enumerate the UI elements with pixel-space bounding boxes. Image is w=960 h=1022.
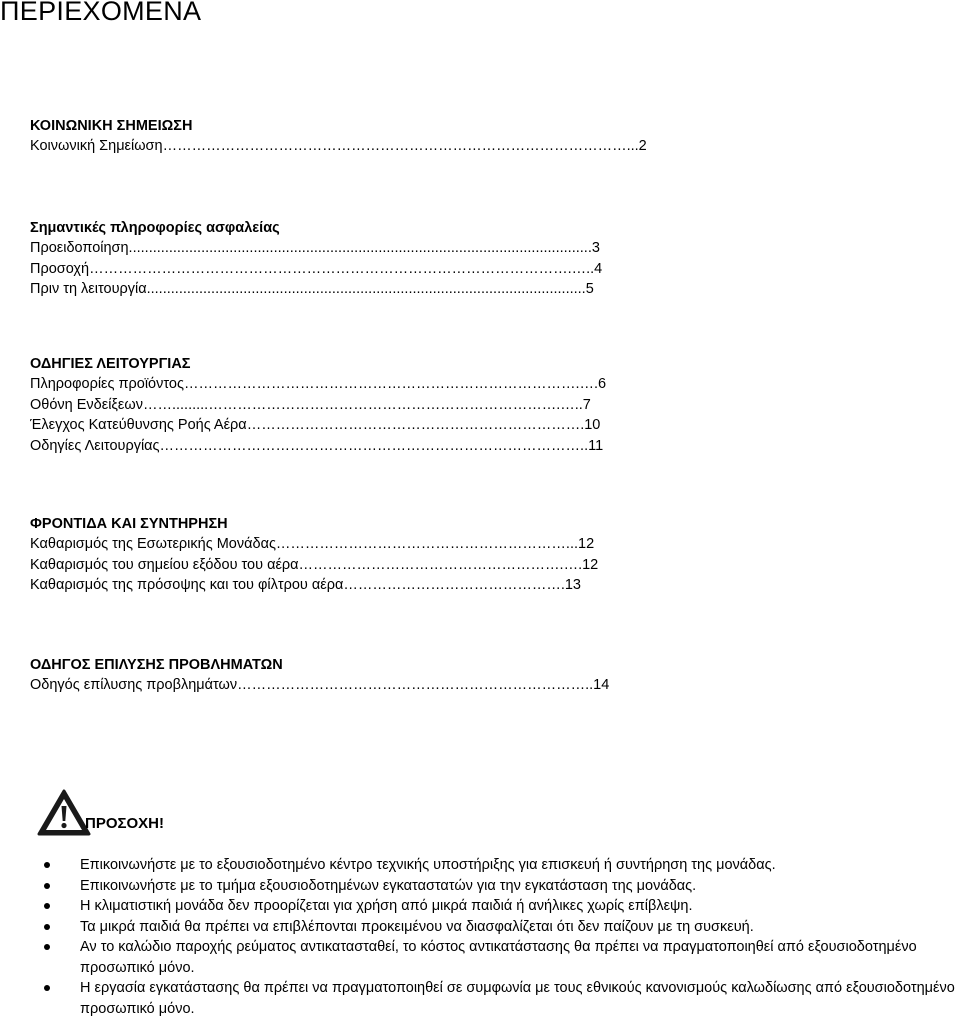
list-item <box>44 978 960 1019</box>
toc-entry: Πριν τη λειτουργία.............................................................................................................5 <box>30 281 594 297</box>
warning-triangle-icon <box>37 789 91 837</box>
toc-entry: Έλεγχος Κατεύθυνσης Ροής Αέρα…………………………………………………………….10 <box>30 417 601 433</box>
page-title: ΠΕΡΙΕΧΟΜΕΝΑ <box>0 0 202 26</box>
toc-section-heading: ΟΔΗΓΙΕΣ ΛΕΙΤΟΥΡΓΙΑΣ <box>30 356 191 372</box>
toc-section-safety-info <box>30 218 870 300</box>
toc-entry: Καθαρισμός της Εσωτερικής Μονάδας……………………………………………………...12 <box>30 536 595 552</box>
bullet-icon <box>44 862 50 868</box>
toc-entry: Καθαρισμός του σημείου εξόδου του αέρα……………………………………………….….12 <box>30 556 599 573</box>
toc-entry: Πληροφορίες προϊόντος……………………………………………………………………….….6 <box>30 376 607 392</box>
toc-section-heading: ΦΡΟΝΤΙΔΑ ΚΑΙ ΣΥΝΤΗΡΗΣΗ <box>30 516 228 532</box>
bullet-icon <box>44 944 50 950</box>
bullet-icon <box>44 985 50 991</box>
toc-entry: Κοινωνική Σημείωση……………………………………………………………………………………...2 <box>30 138 647 154</box>
list-item-text: Η εργασία εγκατάστασης θα πρέπει να πραγματοποιηθεί σε συμφωνία με τους εθνικούς κανονισμούς καλωδίωσης από εξουσιοδοτημένο προσωπικό μόνο. <box>80 980 955 1017</box>
bullet-icon <box>44 883 50 889</box>
list-item <box>44 876 960 897</box>
toc-section-heading: Σημαντικές πληροφορίες ασφαλείας <box>30 220 280 236</box>
list-item <box>44 855 960 876</box>
list-item-text: Επικοινωνήστε με το εξουσιοδοτημένο κέντρο τεχνικής υποστήριξης για επισκευή ή συντήρηση της μονάδας. <box>80 857 776 873</box>
list-item <box>44 937 960 978</box>
toc-section-heading: ΟΔΗΓΟΣ ΕΠΙΛΥΣΗΣ ΠΡΟΒΛΗΜΑΤΩΝ <box>30 657 283 673</box>
list-item <box>44 896 960 917</box>
toc-section-operating-instructions <box>30 354 870 456</box>
list-item-text: Επικοινωνήστε με το τμήμα εξουσιοδοτημένων εγκαταστατών για την εγκατάσταση της μονάδας. <box>80 877 697 894</box>
warning-title: ΠΡΟΣΟΧΗ! <box>85 815 165 832</box>
toc-section-heading: ΚΟΙΝΩΝΙΚΗ ΣΗΜΕΙΩΣΗ <box>30 118 193 134</box>
toc-entry: Καθαρισμός της πρόσοψης και του φίλτρου αέρα……………………………………….13 <box>30 577 581 593</box>
toc-section-social-note <box>30 116 870 157</box>
toc-entry: Οδηγός επίλυσης προβλημάτων………………………………………………………………..14 <box>30 677 610 693</box>
toc-section-troubleshooting <box>30 655 870 696</box>
toc-entry: Οδηγίες Λειτουργίας……………………………………………………………………………..11 <box>30 437 604 454</box>
toc-entry: Προειδοποίηση...................................................................................................................3 <box>30 240 600 256</box>
toc-section-care-maintenance <box>30 514 870 596</box>
list-item-text: Αν το καλώδιο παροχής ρεύματος αντικατασταθεί, το κόστος αντικατάστασης θα πρέπει να πραγματοποιηθεί από εξουσιοδοτημένο προσωπικό μόνο. <box>80 939 917 976</box>
list-item <box>44 917 960 938</box>
bullet-icon <box>44 924 50 930</box>
list-item-text: Τα μικρά παιδιά θα πρέπει να επιβλέπονται προκειμένου να διασφαλίζεται ότι δεν παίζουν με τη συσκευή. <box>80 918 754 935</box>
toc-entry: Οθόνη Ενδείξεων…….........……………………………………………………………….…..7 <box>30 396 591 413</box>
toc-entry: Προσοχή……………………………………………………………………………………….…..4 <box>30 260 603 277</box>
warning-list <box>44 855 960 1019</box>
bullet-icon <box>44 903 50 909</box>
list-item-text: Η κλιματιστική μονάδα δεν προορίζεται για χρήση από μικρά παιδιά ή ανήλικες χωρίς επίβλεψη. <box>80 898 693 914</box>
